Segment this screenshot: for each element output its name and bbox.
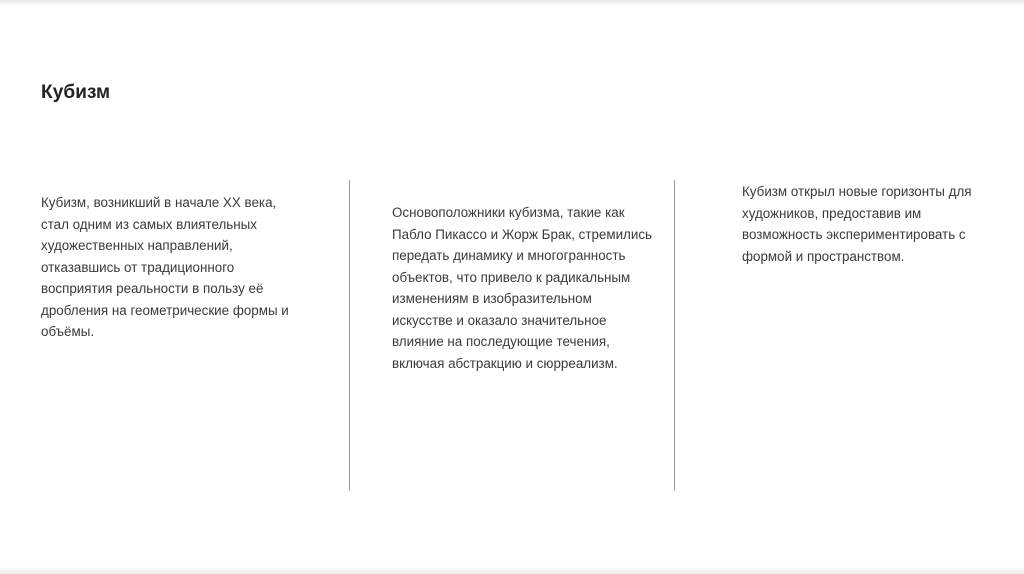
text-column-right: Кубизм открыл новые горизонты для художников, предоставив им возможность экспериментировать с формой и пространством.: [742, 184, 972, 264]
column-divider-right: [674, 180, 675, 491]
slide-title: Кубизм: [41, 82, 111, 103]
column-divider-left: [349, 180, 350, 491]
text-column-middle: Основоположники кубизма, такие как Пабло Пикассо и Жорж Брак, стремились передать динамику и многогранность объектов, что привело к радикальным изменениям в изобразительном искусстве и оказало значительное влияние на последующие течения, включая абстракцию и сюрреализм.: [392, 205, 653, 371]
top-edge-shadow: [0, 0, 1024, 6]
bottom-edge-shadow: [0, 566, 1024, 574]
text-column-left: Кубизм, возникший в начале XX века, стал одним из самых влиятельных художественных направлений, отказавшись от традиционного восприятия реальности в пользу её дробления на геометрические формы и объёмы.: [41, 195, 289, 339]
